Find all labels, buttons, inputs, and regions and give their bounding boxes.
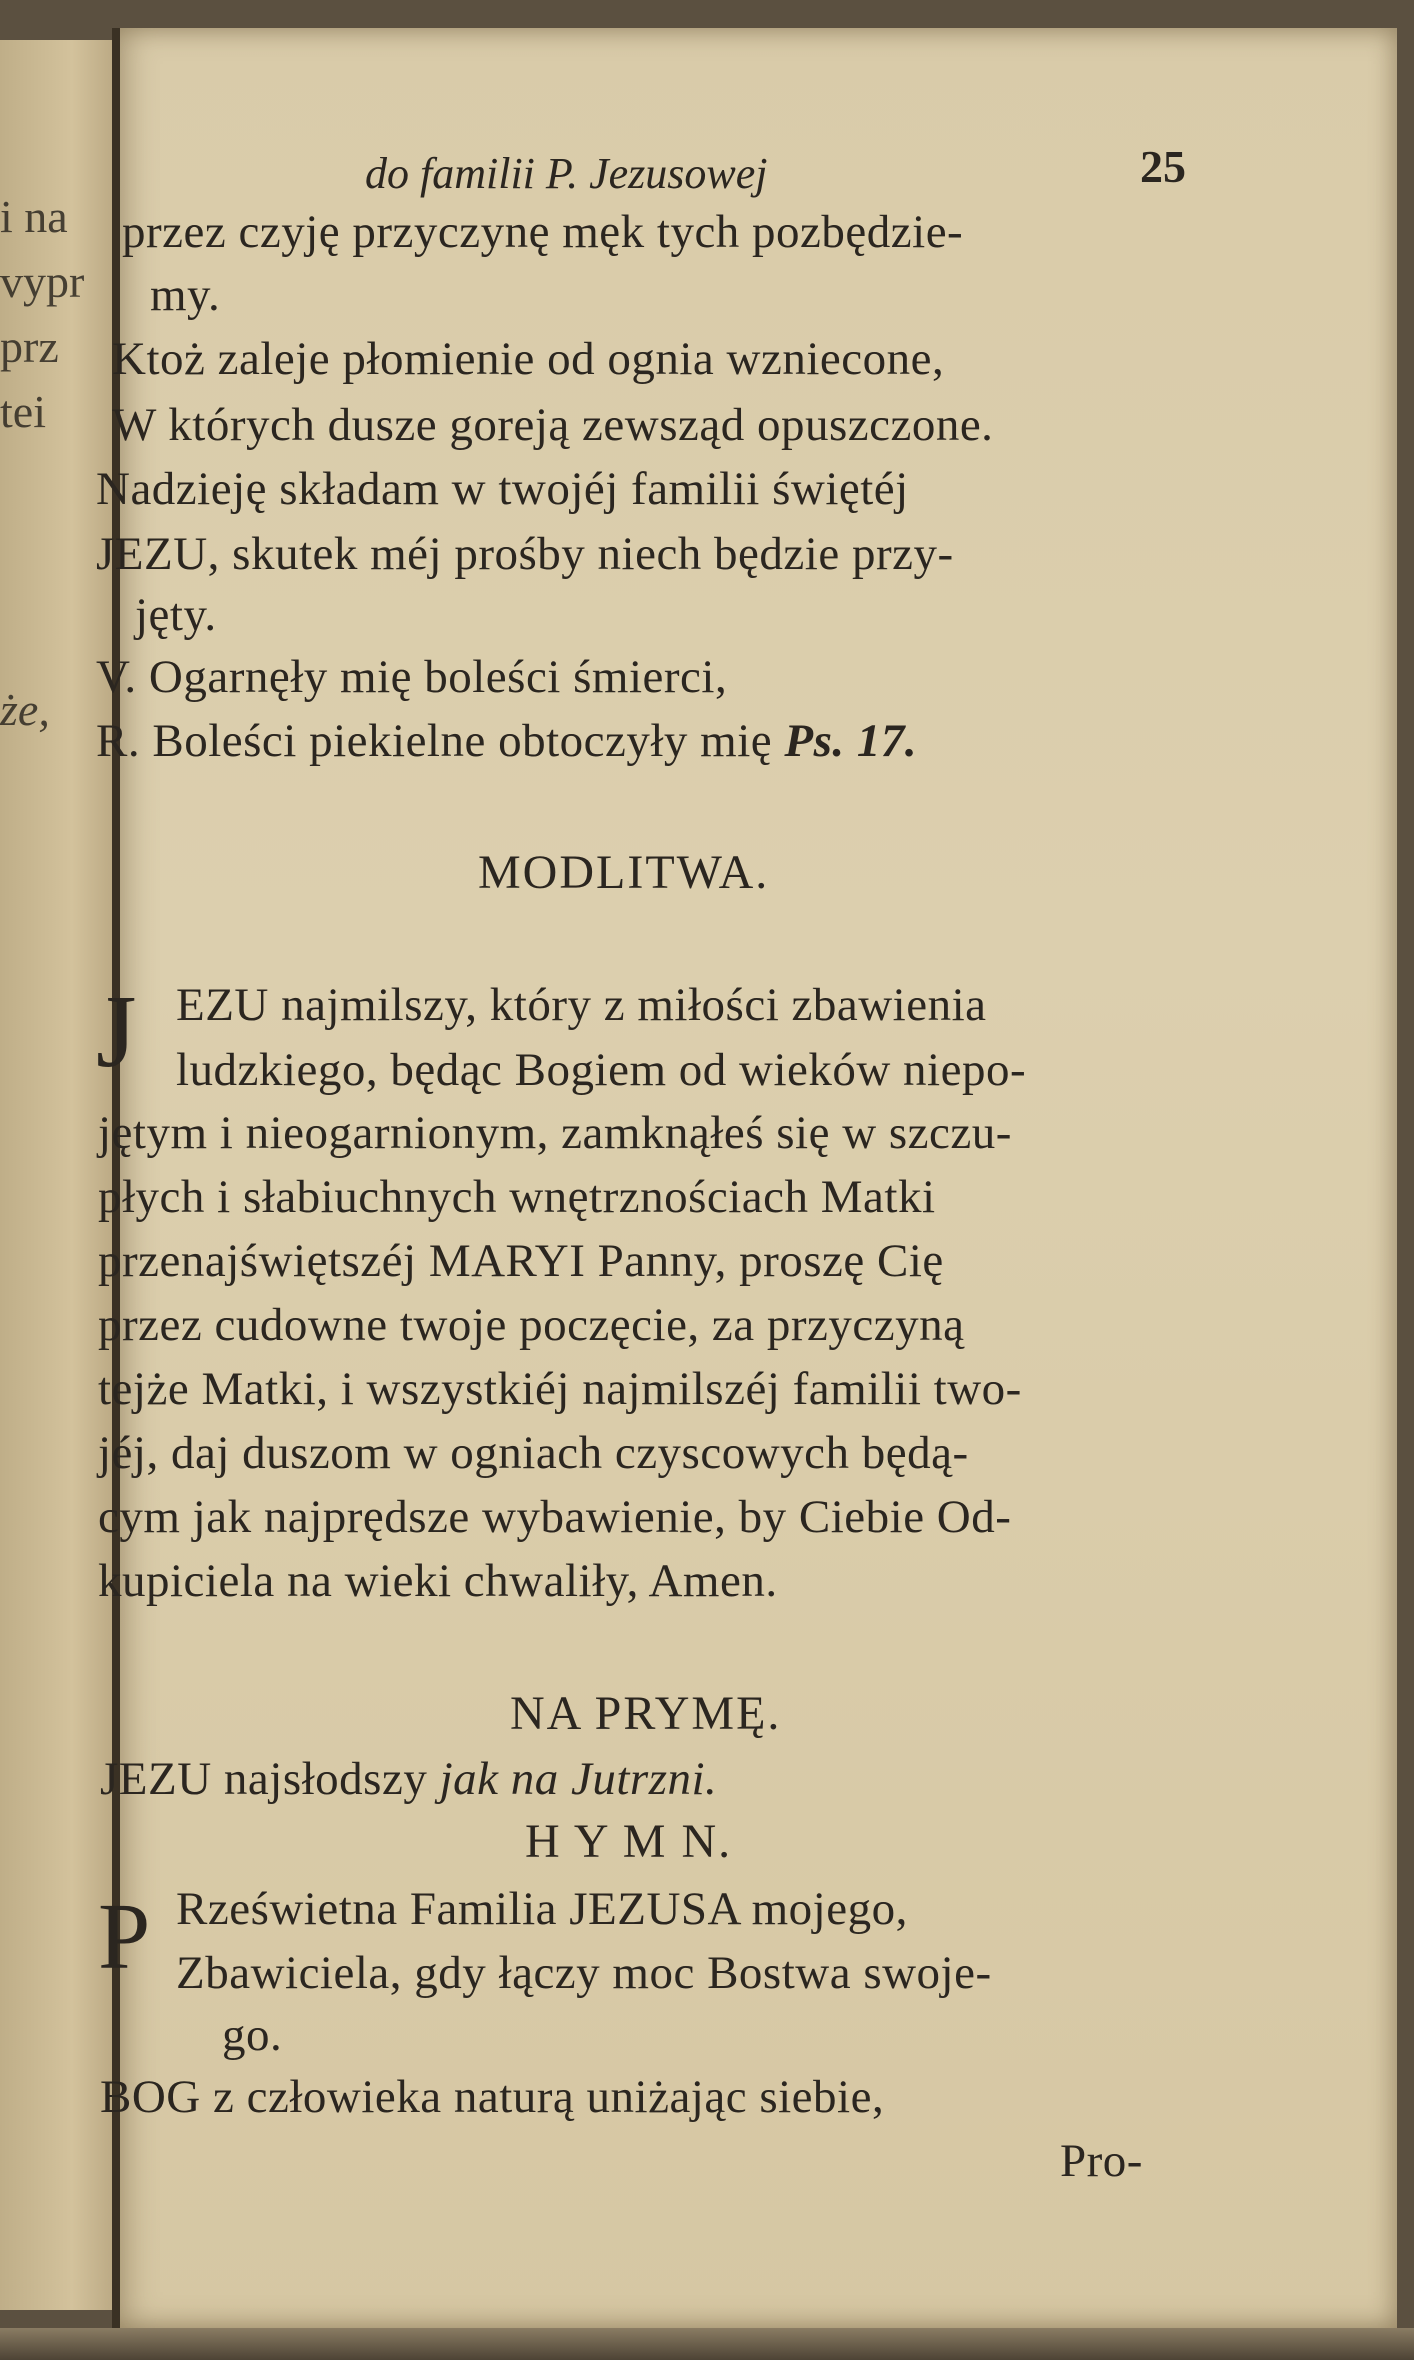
hymn-line: Rześwietna Familia JEZUSA mojego, <box>176 1883 908 1935</box>
prayer-line: płych i słabiuchnych wnętrznościach Matki <box>98 1171 936 1223</box>
prayer-drop-cap: J <box>96 974 137 1089</box>
prayer-line: jéj, daj duszom w ogniach czyscowych będą- <box>98 1427 969 1479</box>
prayer-line: kupiciela na wieki chwaliły, Amen. <box>98 1555 778 1607</box>
response-symbol: R. <box>96 715 141 767</box>
prime-intro-main: JEZU najsłodszy <box>100 1753 428 1805</box>
prayer-line: EZU najmilszy, który z miłości zbawienia <box>176 979 987 1031</box>
prayer-line: cym jak najprędsze wybawienie, by Ciebie Od- <box>98 1491 1012 1543</box>
versicle-symbol: V. <box>96 651 137 703</box>
prayer-line: przez cudowne twoje poczęcie, za przyczyną <box>98 1299 965 1351</box>
prime-intro-note: jak na Jutrzni. <box>439 1753 718 1805</box>
verse-line: Nadzieję składam w twojéj familii świętéj <box>96 463 909 515</box>
running-header: do familii P. Jezusowej <box>365 149 768 198</box>
prayer-line: jętym i nieogarnionym, zamknąłeś się w szczu- <box>98 1107 1012 1159</box>
page-bottom-edge <box>0 2328 1414 2360</box>
hymn-line: go. <box>222 2009 283 2061</box>
left-fragment: vypr <box>0 256 85 307</box>
verse-line: jęty. <box>135 589 217 641</box>
prayer-line: ludzkiego, będąc Bogiem od wieków niepo- <box>176 1044 1027 1096</box>
verse-line: Ktoż zaleje płomienie od ognia wzniecone, <box>112 333 945 385</box>
page-number: 25 <box>1140 141 1186 192</box>
hymn-heading: H Y M N. <box>525 1815 733 1868</box>
hymn-drop-cap: P <box>98 1885 151 1989</box>
verse-line: JEZU, skutek méj prośby niech będzie przy- <box>96 528 954 580</box>
verse-line: my. <box>150 269 221 321</box>
psalm-reference: Ps. 17. <box>784 715 918 767</box>
versicle-line <box>96 650 727 704</box>
hymn-line: Zbawiciela, gdy łączy moc Bostwa swoje- <box>176 1947 992 1999</box>
left-fragment: prz <box>0 321 59 372</box>
prayer-heading: MODLITWA. <box>478 846 770 899</box>
versicle-text: Ogarnęły mię boleści śmierci, <box>148 651 728 703</box>
left-fragment: że, <box>0 684 50 735</box>
prayer-line: przenajświętszéj MARYI Panny, proszę Cię <box>98 1235 944 1287</box>
prime-intro <box>100 1752 717 1806</box>
prime-heading: NA PRYMĘ. <box>510 1687 782 1740</box>
response-text: Boleści piekielne obtoczyły mię <box>152 715 773 767</box>
response-line <box>96 714 917 768</box>
verse-line: W których dusze goreją zewsząd opuszczone. <box>112 399 994 451</box>
left-fragment: i na <box>0 191 68 242</box>
hymn-line: BOG z człowieka naturą uniżając siebie, <box>100 2071 885 2123</box>
prayer-line: tejże Matki, i wszystkiéj najmilszéj familii two- <box>98 1363 1022 1415</box>
left-fragment: tei <box>0 386 46 437</box>
catchword: Pro- <box>1060 2135 1143 2187</box>
verse-line: przez czyję przyczynę męk tych pozbędzie- <box>122 206 964 258</box>
